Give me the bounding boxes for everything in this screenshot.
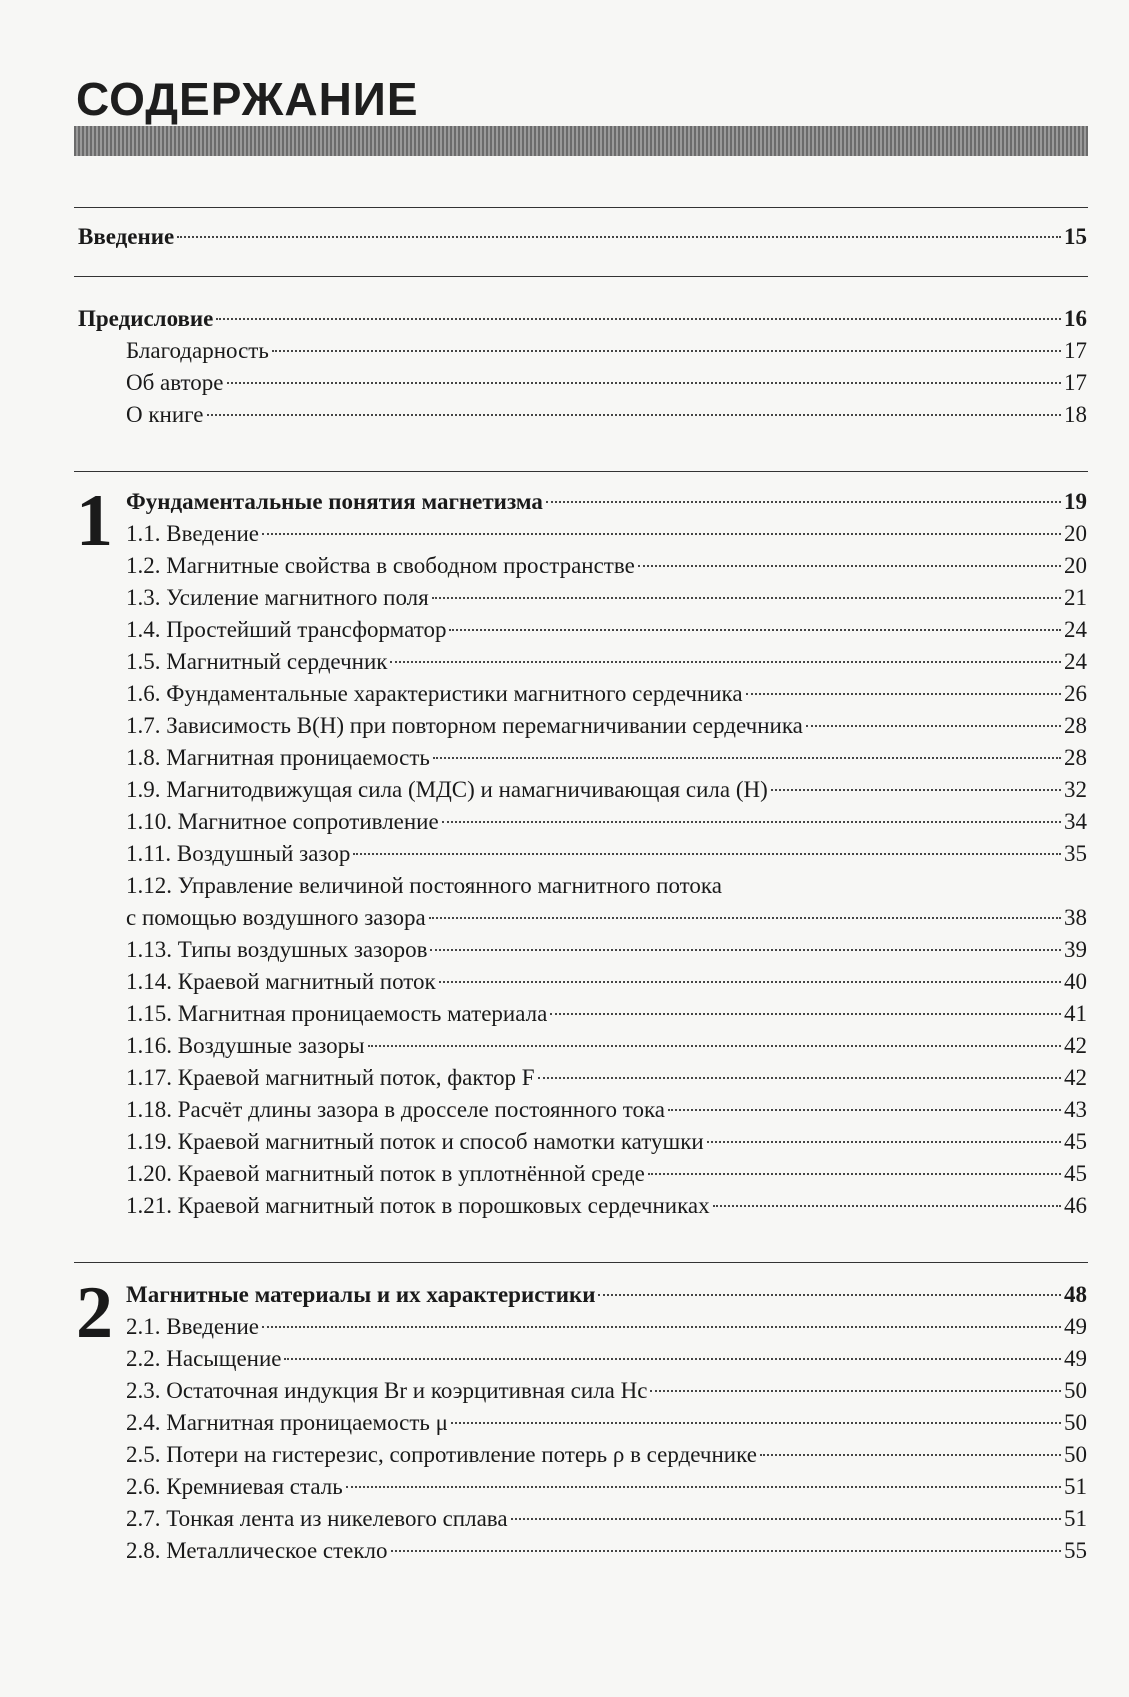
toc-entry[interactable] (126, 335, 1087, 367)
entry-title: 1.7. Зависимость B(H) при повторном перемагничивании сердечника (126, 713, 803, 738)
entry-title: 1.18. Расчёт длины зазора в дросселе постоянного тока (126, 1097, 665, 1122)
toc-entry[interactable] (126, 1126, 1087, 1158)
entry-page: 41 (1064, 1001, 1087, 1026)
dot-leader (707, 1141, 1061, 1143)
toc-entry[interactable] (126, 678, 1087, 710)
entry-page: 38 (1064, 905, 1087, 930)
entry-page: 18 (1064, 402, 1087, 427)
entry-title: 1.15. Магнитная проницаемость материала (126, 1001, 548, 1026)
dot-leader (430, 949, 1061, 951)
dot-leader (368, 1045, 1061, 1047)
entry-page: 21 (1064, 585, 1087, 610)
entry-title: 1.17. Краевой магнитный поток, фактор F (126, 1065, 535, 1090)
entry-page: 24 (1064, 649, 1087, 674)
toc-entry[interactable] (126, 1311, 1087, 1343)
entry-title: 1.21. Краевой магнитный поток в порошковых сердечниках (126, 1193, 710, 1218)
entry-page: 51 (1064, 1506, 1087, 1531)
entry-title: 1.3. Усиление магнитного поля (126, 585, 429, 610)
toc-entry-line[interactable]: 1.12. Управление величиной постоянного магнитного потока (126, 873, 722, 898)
entry-title: 1.10. Магнитное сопротивление (126, 809, 439, 834)
entry-page: 49 (1064, 1314, 1087, 1339)
entry-title: 2.8. Металлическое стекло (126, 1538, 388, 1563)
dot-leader (262, 1326, 1061, 1328)
entry-page: 20 (1064, 521, 1087, 546)
entry-title: 2.2. Насыщение (126, 1346, 282, 1371)
entry-title: 1.14. Краевой магнитный поток (126, 969, 436, 994)
entry-title: Фундаментальные понятия магнетизма (126, 489, 543, 514)
entry-page: 39 (1064, 937, 1087, 962)
entry-page: 28 (1064, 745, 1087, 770)
entry-title: Благодарность (126, 338, 269, 363)
dot-leader (177, 236, 1061, 238)
toc-entry[interactable] (126, 1375, 1087, 1407)
entry-page: 50 (1064, 1410, 1087, 1435)
toc-entry[interactable] (126, 966, 1087, 998)
toc-entry[interactable] (126, 646, 1087, 678)
dot-leader (346, 1486, 1061, 1488)
entry-title: Введение (78, 224, 175, 249)
dot-leader (668, 1109, 1061, 1111)
entry-title: с помощью воздушного зазора (126, 905, 426, 930)
entry-title: 1.11. Воздушный зазор (126, 841, 351, 866)
dot-leader (746, 693, 1061, 695)
toc-entry[interactable] (126, 1062, 1087, 1094)
dot-leader (806, 725, 1061, 727)
entry-title: 1.8. Магнитная проницаемость (126, 745, 430, 770)
entry-title: 1.5. Магнитный сердечник (126, 649, 388, 674)
toc-entry[interactable] (126, 1439, 1087, 1471)
entry-page: 19 (1064, 489, 1087, 514)
toc-entry[interactable] (126, 998, 1087, 1030)
dot-leader (429, 917, 1061, 919)
toc-entry[interactable] (126, 614, 1087, 646)
toc-entry[interactable] (126, 518, 1087, 550)
toc-entry[interactable] (126, 742, 1087, 774)
dot-leader (771, 789, 1061, 791)
section-divider (74, 276, 1088, 277)
contents-heading: СОДЕРЖАНИЕ (76, 73, 419, 125)
entry-page: 45 (1064, 1129, 1087, 1154)
section-divider (74, 207, 1088, 208)
toc-entry[interactable] (126, 1471, 1087, 1503)
toc-entry[interactable] (126, 1190, 1087, 1222)
entry-title: 2.4. Магнитная проницаемость μ (126, 1410, 448, 1435)
dot-leader (432, 597, 1061, 599)
entry-page: 28 (1064, 713, 1087, 738)
dot-leader (433, 757, 1061, 759)
dot-leader (353, 853, 1061, 855)
entry-page: 43 (1064, 1097, 1087, 1122)
dot-leader (451, 1422, 1061, 1424)
dot-leader (713, 1205, 1061, 1207)
entry-page: 26 (1064, 681, 1087, 706)
entry-title: 2.6. Кремниевая сталь (126, 1474, 343, 1499)
entry-title: 2.5. Потери на гистерезис, сопротивление потерь ρ в сердечнике (126, 1442, 757, 1467)
dot-leader (650, 1390, 1061, 1392)
entry-title: 1.19. Краевой магнитный поток и способ намотки катушки (126, 1129, 704, 1154)
entry-title: 1.1. Введение (126, 521, 259, 546)
toc-entry-preface[interactable] (78, 303, 1087, 335)
entry-title: О книге (126, 402, 204, 427)
chapter-number: 1 (76, 480, 113, 562)
entry-title: Об авторе (126, 370, 224, 395)
entry-title: 1.13. Типы воздушных зазоров (126, 937, 428, 962)
entry-page: 17 (1064, 338, 1087, 363)
entry-title: Магнитные материалы и их характеристики (126, 1282, 596, 1307)
entry-page: 20 (1064, 553, 1087, 578)
dot-leader (546, 501, 1061, 503)
entry-page: 15 (1064, 224, 1087, 249)
dot-leader (550, 1013, 1061, 1015)
toc-entry[interactable] (126, 582, 1087, 614)
dot-leader (439, 981, 1061, 983)
dot-leader (598, 1294, 1061, 1296)
entry-page: 42 (1064, 1065, 1087, 1090)
entry-title: 1.6. Фундаментальные характеристики магнитного сердечника (126, 681, 743, 706)
dot-leader (262, 533, 1061, 535)
dot-leader (227, 382, 1061, 384)
entry-title: 2.1. Введение (126, 1314, 259, 1339)
toc-entry[interactable] (126, 1407, 1087, 1439)
dot-leader (538, 1077, 1062, 1079)
dot-leader (207, 414, 1062, 416)
chapter-number: 2 (76, 1272, 113, 1354)
dot-leader (760, 1454, 1061, 1456)
toc-entry[interactable] (126, 367, 1087, 399)
dot-leader (442, 821, 1061, 823)
toc-entry[interactable] (126, 1503, 1087, 1535)
dot-leader (216, 318, 1061, 320)
toc-entry[interactable] (126, 1535, 1087, 1567)
toc-entry[interactable] (126, 550, 1087, 582)
entry-title: 1.2. Магнитные свойства в свободном пространстве (126, 553, 635, 578)
toc-entry[interactable] (126, 1030, 1087, 1062)
entry-page: 50 (1064, 1378, 1087, 1403)
entry-page: 32 (1064, 777, 1087, 802)
entry-page: 55 (1064, 1538, 1087, 1563)
entry-page: 45 (1064, 1161, 1087, 1186)
dot-leader (638, 565, 1061, 567)
entry-page: 51 (1064, 1474, 1087, 1499)
toc-entry[interactable] (126, 806, 1087, 838)
toc-entry[interactable] (126, 902, 1087, 934)
dot-leader (391, 1550, 1061, 1552)
dot-leader (648, 1173, 1061, 1175)
entry-page: 46 (1064, 1193, 1087, 1218)
dot-leader (390, 661, 1061, 663)
toc-entry[interactable] (126, 934, 1087, 966)
entry-page: 50 (1064, 1442, 1087, 1467)
entry-title: 1.16. Воздушные зазоры (126, 1033, 365, 1058)
toc-entry-chapter[interactable] (126, 486, 1087, 518)
entry-page: 16 (1064, 306, 1087, 331)
entry-title: Предисловие (78, 306, 214, 331)
toc-entry[interactable] (126, 710, 1087, 742)
section-divider (74, 471, 1088, 472)
entry-title: 2.7. Тонкая лента из никелевого сплава (126, 1506, 508, 1531)
toc-entry[interactable] (126, 838, 1087, 870)
entry-title: 1.9. Магнитодвижущая сила (МДС) и намагничивающая сила (H) (126, 777, 768, 802)
heading-bar (74, 126, 1088, 156)
entry-page: 49 (1064, 1346, 1087, 1371)
entry-page: 24 (1064, 617, 1087, 642)
toc-entry[interactable] (126, 1158, 1087, 1190)
dot-leader (284, 1358, 1061, 1360)
entry-page: 42 (1064, 1033, 1087, 1058)
entry-page: 35 (1064, 841, 1087, 866)
dot-leader (511, 1518, 1061, 1520)
toc-entry-chapter[interactable] (126, 1279, 1087, 1311)
entry-page: 48 (1064, 1282, 1087, 1307)
entry-page: 17 (1064, 370, 1087, 395)
entry-page: 40 (1064, 969, 1087, 994)
toc-entry[interactable] (126, 1343, 1087, 1375)
toc-entry[interactable] (126, 774, 1087, 806)
dot-leader (449, 629, 1061, 631)
toc-entry[interactable] (126, 1094, 1087, 1126)
entry-title: 2.3. Остаточная индукция Br и коэрцитивная сила Hc (126, 1378, 648, 1403)
section-divider (74, 1262, 1088, 1263)
entry-page: 34 (1064, 809, 1087, 834)
toc-entry[interactable] (126, 399, 1087, 431)
entry-title: 1.4. Простейший трансформатор (126, 617, 447, 642)
dot-leader (272, 350, 1061, 352)
entry-title: 1.20. Краевой магнитный поток в уплотнённой среде (126, 1161, 645, 1186)
toc-entry-intro[interactable] (78, 221, 1087, 253)
